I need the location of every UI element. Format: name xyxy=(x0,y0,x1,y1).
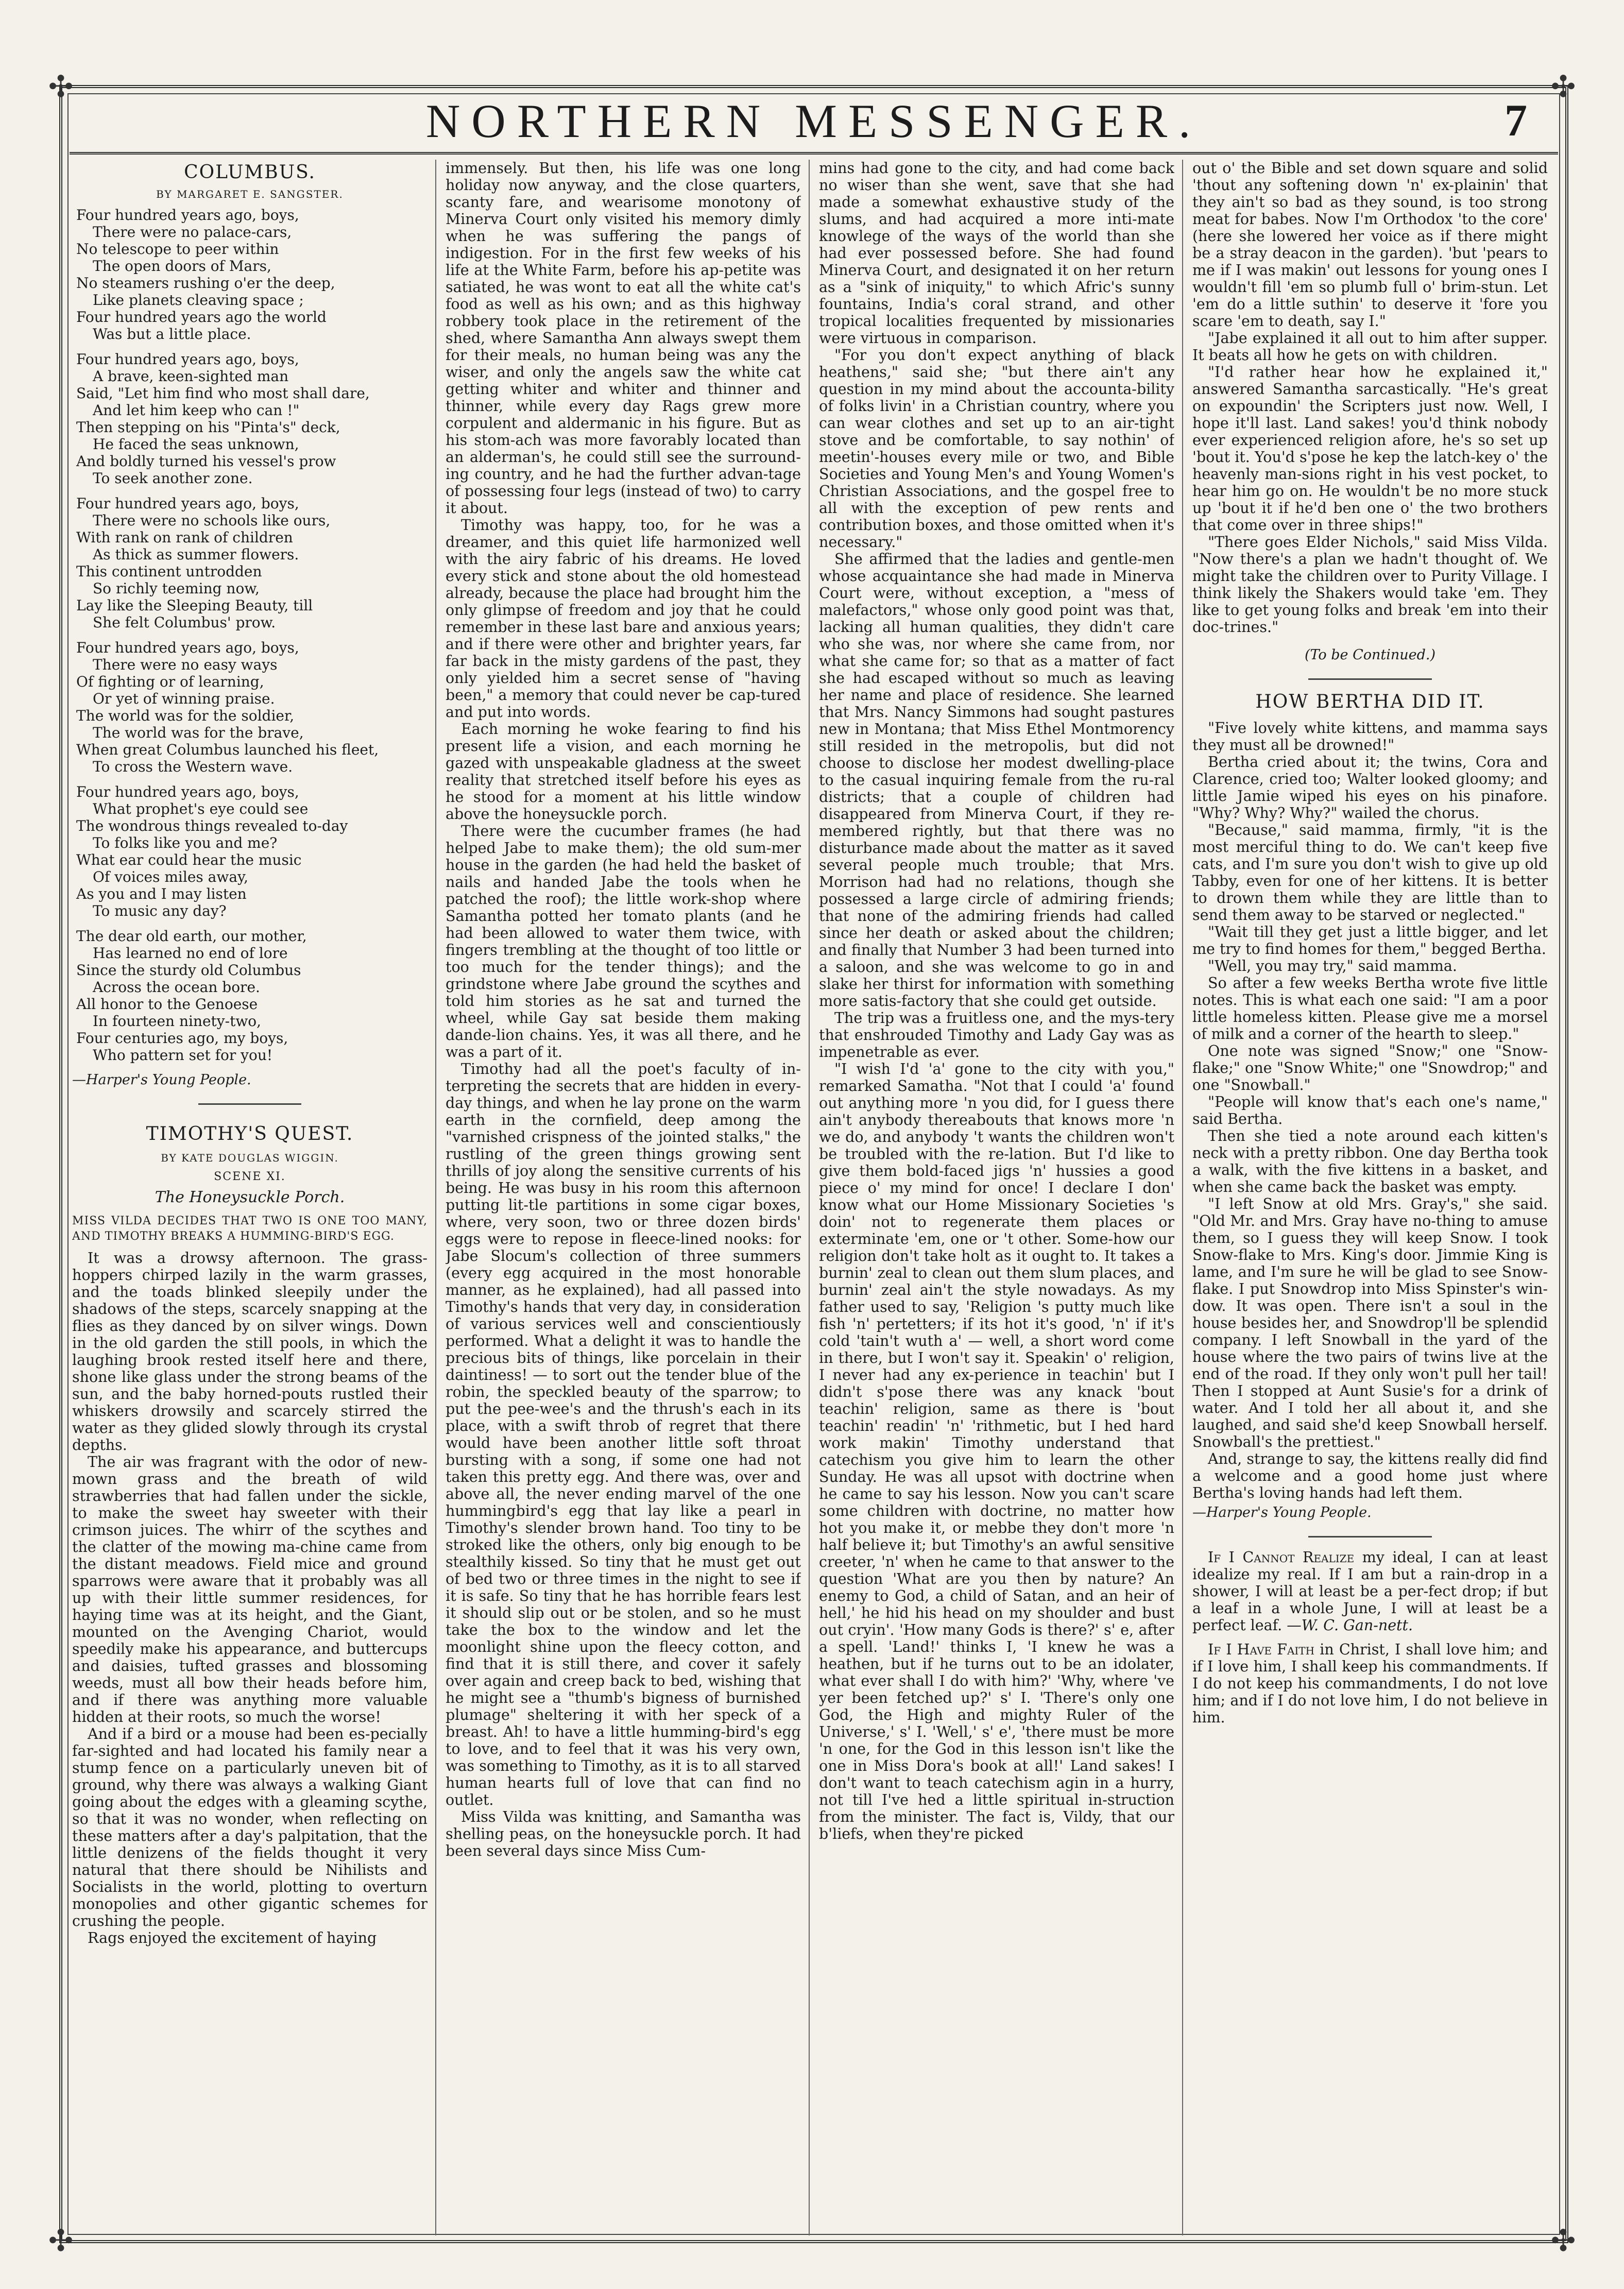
paragraph: out o' the Bible and set down square and solid 'thout any softening down 'n' ex-plainin' that they ain't so bad as they sound, is too strong meat for babes. Now I'm Orthodox 'to the core' (here she lowered her voice as if there might be a stray deacon in the garden). 'but 'pears to me if I was makin' out lessons for young ones I wouldn't fill 'em so plumb full o' brim-stun. Let 'em do a little suthin' to deserve it 'fore you scare 'em to death, say I." xyxy=(1192,160,1548,330)
column-2 xyxy=(446,160,801,2235)
paragraph: And if a bird or a mouse had been es-pecially far-sighted and had located his family near a stump fence on a particularly uneven bit of ground, why there was always a walking Giant going about the edges with a gleaming scythe, so that it was no wonder, when reflecting on these matters after a day's palpitation, that the little denizens of the fields thought it very natural that there should be Nihilists and Socialists in the world, plotting to overturn monopolies and other gigantic schemes for crushing the people. xyxy=(72,1726,428,1929)
quote-1: If I Cannot Realize my ideal, I can at least idealize my real. If I am but a rain-drop in a shower, I will at least be a per-fect drop; if but a leaf in a whole June, I will at least be a perfect leaf. —W. C. Gan-nett. xyxy=(1192,1549,1548,1634)
poem-line: The open doors of Mars, xyxy=(93,258,271,275)
poem-line: She felt Columbus' prow. xyxy=(93,614,276,631)
poem-stanza xyxy=(72,639,428,775)
paragraph: Timothy was happy, too, for he was a dreamer, and this quiet life harmonized well with the airy fabric of his dreams. He loved every stick and stone about the old homestead already, because the place had brought him the only glimpse of freedom and joy that he could remember in these last bare and anxious years; and if there were other and brighter years, far far back in the misty gardens of the past, they only yielded him a secret sense of "having been," a memory that could never be cap-tured and put into words. xyxy=(446,517,801,721)
paragraph: One note was signed "Snow;" one "Snow-flake;" one "Snow White;" one "Snowdrop;" and one "Snowball." xyxy=(1192,1043,1548,1094)
poem-line: When great Columbus launched his fleet, xyxy=(76,741,379,758)
masthead xyxy=(70,88,1558,155)
poem-line: The world was for the soldier, xyxy=(76,707,295,724)
poem-stanza xyxy=(72,207,428,343)
paragraph: "Wait till they get just a little bigger, and let me try to find homes for them," begged Bertha. xyxy=(1192,924,1548,958)
columns xyxy=(72,160,1555,2235)
poem-title: COLUMBUS. xyxy=(184,162,316,183)
poem-line: Since the sturdy old Columbus xyxy=(76,962,301,979)
column-1 xyxy=(72,160,428,2235)
story-scene: SCENE XI. xyxy=(214,1170,286,1183)
page-number: 7 xyxy=(1505,96,1527,146)
poem-stanza xyxy=(72,351,428,487)
poem-line: To folks like you and me? xyxy=(93,834,278,851)
poem-line: He faced the seas unknown, xyxy=(93,436,299,453)
paragraph: There were the cucumber frames (he had helped Jabe to make them); the old sum-mer house in the garden (he had held the basket of nails and handed Jabe the tools when he patched the roof); the little work-shop where Samantha potted her tomato plants (and he had been allowed to water them twice, with fingers trembling at the thought of too little or too much for the tender things); and the grindstone where Jabe ground the scythes and told him stories as he sat and turned the wheel, while Gay sat beside them making dande-lion chains. Yes, it was all there, and he was a part of it. xyxy=(446,823,801,1061)
poem-line: What prophet's eye could see xyxy=(93,800,309,817)
story-subtitle: The Honeysuckle Porch. xyxy=(155,1188,345,1206)
poem-line: Of fighting or of learning, xyxy=(76,673,264,690)
paragraph: She affirmed that the ladies and gentle-men whose acquaintance she had made in Minerva Court were, without exception, a "mess of malefactors," whose only good point was that, lacking all human qualities, they didn't care who she was, nor where she came from, nor what she came for; so that as a matter of fact she had escaped without so much as leaving her name and place of residence. She learned that Mrs. Nancy Simmons had sought pastures new in Montana; that Miss Ethel Montmorency still resided in the metropolis, but did not choose to disclose her modest dwelling-place to the casual inquiring female from the ru-ral districts; that a couple of children had disappeared from Minerva Court, if they re-membered rightly, but that there was no disturbance made about the matter as it saved several people much trouble; that Mrs. Morrison had had no relations, though she possessed a large circle of admiring friends; that none of the admiring friends had called since her death or asked about the children; and finally that Number 3 had been turned into a saloon, and she was welcome to go in and slake her thirst for information with something more satis-factory that she could get outside. xyxy=(819,551,1174,1010)
corner-ornament-icon: ✣ xyxy=(1550,69,1576,104)
poem-line: Of voices miles away, xyxy=(93,868,249,885)
column-rule xyxy=(435,160,436,2235)
poem-line: Four hundred years ago, boys, xyxy=(76,351,299,368)
paragraph: "Jabe explained it all out to him after supper. It beats all how he gets on with children. xyxy=(1192,330,1548,364)
poem-line: Then stepping on his "Pinta's" deck, xyxy=(76,419,340,436)
poem-body xyxy=(72,207,428,1064)
poem-line: Four hundred years ago, boys, xyxy=(76,207,299,224)
paragraph: So after a few weeks Bertha wrote five little notes. This is what each one said: "I am a poor little homeless kitten. Please give me a morsel of milk and a corner of the hearth to sleep." xyxy=(1192,975,1548,1043)
paragraph: Each morning he woke fearing to find his present life a vision, and each morning he gazed with unspeakable gladness at the sweet reality that stretched itself before his eyes as he stood for a moment at his little window above the honeysuckle porch. xyxy=(446,721,801,823)
paragraph: Miss Vilda was knitting, and Samantha was shelling peas, on the honeysuckle porch. It had been several days since Miss Cum- xyxy=(446,1808,801,1859)
poem-line: As you and I may listen xyxy=(76,885,247,902)
paragraph: "I wish I'd 'a' gone to the city with you," remarked Samatha. "Not that I could 'a' found out anything more 'n you did, for I guess there ain't anybody thereabouts that knows more 'n we do, and anybody 't wants the children won't be troubled with the re-lation. But I'd like to give them bold-faced jigs 'n' hussies a good piece o' my mind for once! I declare I don' know what our Home Missionary Societies 's doin' not to regenerate them places or exterminate 'em, one or 't other. Some-how our religion don't take holt as it ought to. It takes a burnin' zeal to clean out them slum places, and burnin' zeal ain't the style nowadays. As my father used to say, 'Religion 's putty much like fish 'n' pertetters; if its hot it's good, 'n' if it's cold 'tain't wuth a' — well, a short word come in there, but I won't say it. Speakin' o' religion, I never had any ex-perience in teachin' but I didn't s'pose there was any knack 'bout teachin' religion, same as there is 'bout teachin' readin' 'n' 'rithmetic, but I hed hard work makin' Timothy understand that catechism you give him to learn the other Sunday. He was all upsot with doctrine when he came to say his lesson. Now you can't scare some children with doctrine, no matter how hot you make it, or mebbe they don't more 'n half believe it; but Timothy's an awful sensitive creeter, 'n' when he came to that answer to the question 'What are you then by nature? An enemy to God, a child of Satan, and an heir of hell,' he hid his head on my shoulder and bust out cryin'. 'How many Gods is there?' s' e, after a spell. 'Land!' thinks I, 'I knew he was a heathen, but if he turns out to be an idolater, what ever shall I do with him?' 'Why, where 've yer been fetched up?' s' I. 'There's only one God, the High and mighty Ruler of the Universe,' s' I. 'Well,' s' e', 'there must be more 'n one, for the God in this lesson isn't like the one in Miss Dora's book at all!' Land sakes! I don't want to teach catechism agin in a hurry, not till I've hed a little spiritual in-struction from the minister. The fact is, Vildy, that our b'liefs, when they're picked xyxy=(819,1061,1174,1842)
poem-line: Four centuries ago, my boys, xyxy=(76,1030,288,1047)
paragraph: "I left Snow at old Mrs. Gray's," she said. "Old Mr. and Mrs. Gray have no-thing to amuse them, so I guess they will keep Snow. I took Snow-flake to Mrs. King's door. Jimmie King is lame, and I'm sure he will be glad to see Snow-flake. I put Snowdrop into Miss Spinster's win-dow. It was open. There isn't a soul in the house besides her, and Snowdrop'll be splendid company. I left Snowball in the yard of the house where the two pairs of twins live at the end of the road. If they only won't pull her tail! Then I stopped at Aunt Susie's for a drink of water. And I told her all about it, and she laughed, and said she'd keep Snowball herself. Snowball's the prettiest." xyxy=(1192,1195,1548,1450)
poem-stanza xyxy=(72,928,428,1064)
poem-line: There were no schools like ours, xyxy=(93,512,331,529)
poem-line: Has learned no end of lore xyxy=(93,945,288,962)
poem-line: There were no easy ways xyxy=(93,656,278,673)
paragraph: Bertha cried about it; the twins, Cora and Clarence, cried too; Walter looked gloomy; and little Jamie wiped his eyes on his pinafore. "Why? Why? Why?" wailed the chorus. xyxy=(1192,754,1548,822)
paragraph: "There goes Elder Nichols," said Miss Vilda. "Now there's a plan we hadn't thought of. We might take the children over to Purity Village. I think likely the Shakers would take 'em. They like to get young folks and break 'em into their doc-trines." xyxy=(1192,534,1548,636)
poem-line: This continent untrodden xyxy=(76,563,262,580)
poem-line: A brave, keen-sighted man xyxy=(93,368,289,385)
continued-note: (To be Continued.) xyxy=(1304,647,1436,663)
poem-line: The world was for the brave, xyxy=(93,724,304,741)
poem-line: Was but a little place. xyxy=(93,326,251,343)
poem-line: To cross the Western wave. xyxy=(93,758,293,775)
bertha-title: HOW BERTHA DID IT. xyxy=(1255,691,1485,712)
paragraph: immensely. But then, his life was one long holiday now anyway, and the close quarters, scanty fare, and wearisome monotony of Minerva Court only visited his memory dimly when he was suffering the pangs of indigestion. For in the first few weeks of his life at the White Farm, before his ap-petite was satiated, he was wont to eat all the white cat's food as well as his own; and as this highway robbery took place in the retirement of the shed, where Samantha Ann always swept them for their meals, no human being was any the wiser, and only the angels saw the white cat getting whiter and whiter and thinner and thinner, while every day Rags grew more corpulent and aldermanic in his figure. But as his stom-ach was more favorably located than an alderman's, he could still see the surround-ing country, and he had the further advan-tage of possessing four legs (instead of two) to carry it about. xyxy=(446,160,801,517)
column-3 xyxy=(819,160,1174,2235)
paragraph: mins had gone to the city, and had come back no wiser than she went, save that she had made a somewhat exhaustive study of the slums, and had acquired a more inti-mate knowlege of the ways of the world than she had ever possessed before. She had found Minerva Court, and designated it on her return as a "sink of iniquity," to which Afric's sunny fountains, India's coral strand, and other tropical localities frequented by missionaries were virtuous in comparison. xyxy=(819,160,1174,347)
bertha-credit: —Harper's Young People. xyxy=(1192,1505,1372,1521)
poem-line: Four hundred years ago, boys, xyxy=(76,639,299,656)
poem-line: Lay like the Sleeping Beauty, till xyxy=(76,597,313,614)
paragraph: Timothy had all the poet's faculty of in-terpreting the secrets that are hidden in every-day things, and when he lay prone on the warm earth in the cornfield, deep among the "varnished crispness of the jointed stalks," the rustling of the green things growing sent thrills of joy along the sensitive currents of his being. He was busy in his room this afternoon putting lit-tle partitions in some cigar boxes, where, very soon, two or three dozen birds' eggs were to repose in fleece-lined nooks: for Jabe Slocum's collection of three summers (every egg acquired in the most honorable manner, as he explained), had all passed into Timothy's hands that very day, in consideration of various services well and conscientiously performed. What a delight it was to handle the precious bits of things, like porcelain in their daintiness! — to sort out the tender blue of the robin, the speckled beauty of the sparrow; to put the pee-wee's and the thrush's each in its place, with a swift throb of regret that there would have been another little soft throat bursting with a song, if some one had not taken this pretty egg. And there was, over and above all, the never ending marvel of the one hummingbird's egg that lay like a pearl in Timothy's slender brown hand. Too tiny to be stroked like the others, only big enough to be stealthily kissed. So tiny that he must get out of bed two or three times in the night to see if it is safe. So tiny that he has horrible fears lest it should slip out or be stolen, and so he must take the box to the window and let the moonlight shine upon the fleecy cotton, and find that it is still there, and cover it safely over again and creep back to bed, wishing that he might see a "thumb's bigness of burnished plumage" sheltering it with her speck of a breast. Ah! to have a little humming-bird's egg to love, and to feel that it was his very own, was something to Timothy, as it is to all starved human hearts full of love that can find no outlet. xyxy=(446,1061,801,1808)
paragraph: "For you don't expect anything of black heathens," said she; "but there ain't any question in my mind about the accounta-bility of folks livin' in a Christian country, where you can wear clothes and set up to an air-tight stove and be comfortable, to say nothin' of meetin'-houses every mile or two, and Bible Societies and Young Men's and Young Women's Christian Associations, and the gospel free to all with the exception of pew rents and contribution boxes, and those omitted when it's necessary." xyxy=(819,347,1174,551)
paragraph: "I'd rather hear how he explained it," answered Samantha sarcastically. "He's great on expoundin' the Scripters just now. Well, I hope it'll last. Land sakes! you'd think nobody ever experienced religion afore, he's so set up 'bout it. You'd s'pose he kep the latch-key o' the heavenly man-sions right in his vest pocket, to hear him go on. He wouldn't be no more stuck up 'bout it if he'd ben one o' the two brothers that come over in three ships!" xyxy=(1192,364,1548,534)
poem-line: Who pattern set for you! xyxy=(93,1047,273,1064)
paragraph: And, strange to say, the kittens really did find a welcome and a good home just where Bertha's loving hands had left them. xyxy=(1192,1450,1548,1501)
poem-line: Said, "Let him find who most shall dare, xyxy=(76,385,370,402)
poem-stanza xyxy=(72,783,428,919)
quote-2: If I Have Faith in Christ, I shall love him; and if I love him, I shall keep his commandments. If I do not keep his commandments, I do not love him; and if I do not love him, I do not believe in him. xyxy=(1192,1641,1548,1726)
divider xyxy=(1308,678,1432,680)
paragraph: "Because," said mamma, firmly, "it is the most merciful thing to do. We can't keep five cats, and I'm sure you don't wish to give up old Tabby, even for one of her kittens. It is better to drown them while they are little than to send them away to be starved or neglected." xyxy=(1192,822,1548,924)
poem-credit: —Harper's Young People. xyxy=(72,1072,251,1088)
story-title: TIMOTHY'S QUEST. xyxy=(146,1123,354,1144)
corner-ornament-icon: ✣ xyxy=(48,69,74,104)
paragraph: The trip was a fruitless one, and the mys-tery that enshrouded Timothy and Lady Gay was as impenetrable as ever. xyxy=(819,1010,1174,1061)
column-rule xyxy=(1182,160,1183,2235)
poem-line: All honor to the Genoese xyxy=(76,996,258,1013)
poem-line: The dear old earth, our mother, xyxy=(76,928,307,945)
poem-line: No telescope to peer within xyxy=(76,241,279,258)
poem-author: BY MARGARET E. SANGSTER. xyxy=(156,188,344,200)
corner-ornament-icon: ✣ xyxy=(48,2223,74,2258)
paragraph: The air was fragrant with the odor of new-mown grass and the breath of wild strawberries that had fallen under the sickle, to make the sweet hay sweeter with their crimson juices. The whirr of the scythes and the clatter of the mowing ma-chine came from the distant meadows. Field mice and ground sparrows were aware that it probably was all up with their little summer residences, for haying time was at its height, and the Giant, mounted on the Avenging Chariot, would speedily make his appearance, and buttercups and daisies, tufted grasses and blossoming weeds, must all bow their heads before him, and if there was anything more valuable hidden at their roots, so much the worse! xyxy=(72,1454,428,1726)
paragraph: Rags enjoyed the excitement of haying xyxy=(88,1929,377,1946)
poem-line: Four hundred years ago, boys, xyxy=(76,783,299,800)
divider xyxy=(1308,1536,1432,1538)
paragraph: "Well, you may try," said mamma. xyxy=(1208,958,1457,975)
poem-line: In fourteen ninety-two, xyxy=(93,1013,262,1030)
paragraph: It was a drowsy afternoon. The grass-hoppers chirped lazily in the warm grasses, and the toads blinked sleepily under the shadows of the steps, scarcely snapping at the flies as they danced by on silver wings. Down in the old garden the still pools, in which the laughing brook rested itself here and there, shone like glass under the strong beams of the sun, and the baby horned-pouts rustled their whiskers drowsily and scarcely stirred the water as they glided slowly through its crystal depths. xyxy=(72,1250,428,1454)
poem-line: To seek another zone. xyxy=(93,470,253,487)
poem-line: Four hundred years ago the world xyxy=(76,309,327,326)
poem-line: No steamers rushing o'er the deep, xyxy=(76,275,335,292)
bertha-body xyxy=(1192,720,1548,1501)
story-summary: MISS VILDA DECIDES THAT TWO IS ONE TOO MANY, AND TIMOTHY BREAKS A HUMMING-BIRD'S EGG. xyxy=(72,1215,428,1243)
poem-stanza xyxy=(72,495,428,631)
story-author: BY KATE DOUGLAS WIGGIN. xyxy=(161,1152,339,1164)
poem-line: There were no palace-cars, xyxy=(93,224,292,241)
paragraph: Then she tied a note around each kitten's neck with a pretty ribbon. One day Bertha took a walk, with the five kittens in a basket, and when she came back the basket was empty. xyxy=(1192,1128,1548,1195)
poem-line: As thick as summer flowers. xyxy=(93,546,299,563)
poem-line: Or yet of winning praise. xyxy=(93,690,275,707)
poem-line: And boldly turned his vessel's prow xyxy=(76,453,336,470)
poem-line: The wondrous things revealed to-day xyxy=(76,817,348,834)
poem-line: To music any day? xyxy=(93,902,227,919)
poem-line: So richly teeming now, xyxy=(93,580,260,597)
poem-line: Four hundred years ago, boys, xyxy=(76,495,299,512)
column-4 xyxy=(1192,160,1548,2235)
divider xyxy=(198,1103,301,1105)
paragraph: "People will know that's each one's name," said Bertha. xyxy=(1192,1094,1548,1128)
paragraph: "Five lovely white kittens, and mamma says they must all be drowned!" xyxy=(1192,720,1548,754)
poem-line: Like planets cleaving space ; xyxy=(93,292,304,309)
newspaper-title: NORTHERN MESSENGER. xyxy=(425,95,1202,147)
poem-line: With rank on rank of children xyxy=(76,529,293,546)
poem-line: What ear could hear the music xyxy=(76,851,302,868)
poem-line: And let him keep who can !" xyxy=(93,402,300,419)
corner-ornament-icon: ✣ xyxy=(1550,2223,1576,2258)
poem-line: Across the ocean bore. xyxy=(93,979,260,996)
column-rule xyxy=(809,160,810,2235)
